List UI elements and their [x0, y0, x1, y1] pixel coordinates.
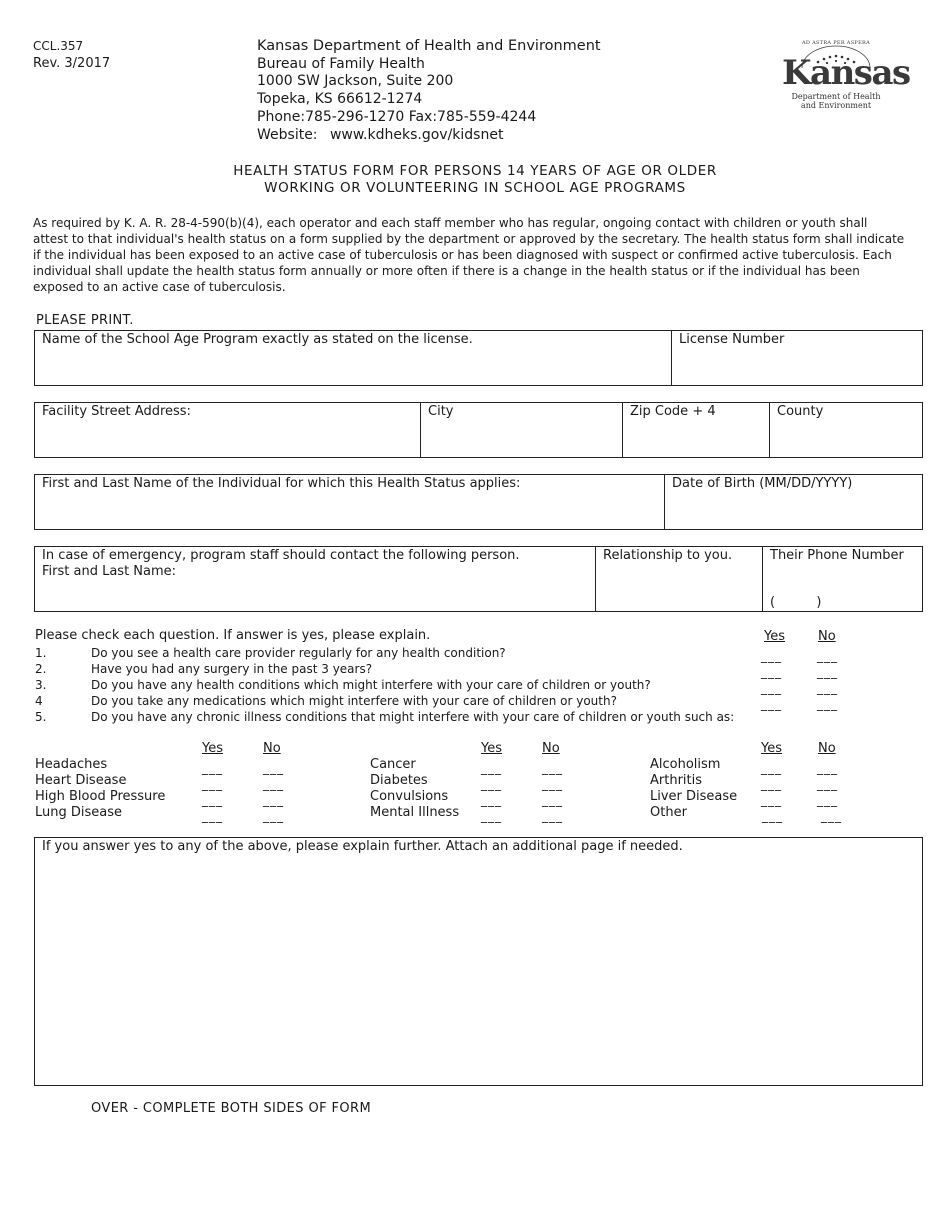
individual-row — [34, 474, 923, 530]
please-print-label: PLEASE PRINT. — [36, 313, 134, 328]
arthritis-yes[interactable]: ___ — [761, 777, 782, 791]
yes-header: Yes — [764, 629, 785, 644]
diabetes-yes[interactable]: ___ — [481, 777, 502, 791]
headaches-yes[interactable]: ___ — [202, 761, 223, 775]
condition-other: Other — [650, 805, 687, 820]
question-4-no[interactable]: ___ — [817, 697, 838, 711]
question-1-yes[interactable]: ___ — [761, 649, 782, 663]
col2-no-header: No — [542, 741, 560, 756]
agency-address-2: Topeka, KS 66612-1274 — [257, 91, 423, 107]
intro-line: individual shall update the health status form annually or more often if there is a change in the health status or if the individual has been — [33, 264, 860, 278]
emergency-contact-field[interactable] — [35, 547, 595, 611]
intro-line: exposed to an active case of tuberculosis. — [33, 280, 286, 294]
kdhe-logo — [780, 40, 910, 116]
question-4-text: Do you take any medications which might interfere with your care of children or youth? — [91, 694, 617, 708]
question-3-no[interactable]: ___ — [817, 681, 838, 695]
program-row — [34, 330, 923, 386]
diabetes-no[interactable]: ___ — [542, 777, 563, 791]
program-name-field[interactable] — [35, 331, 671, 385]
agency-bureau: Bureau of Family Health — [257, 56, 425, 72]
condition-diabetes: Diabetes — [370, 773, 428, 788]
question-5-num: 5. — [35, 710, 47, 724]
logo-sub-2: and Environment — [800, 101, 872, 110]
condition-lung-disease: Lung Disease — [35, 805, 123, 820]
logo-motto: AD ASTRA PER ASPERA — [801, 40, 871, 46]
question-1-no[interactable]: ___ — [817, 649, 838, 663]
emergency-contact-label: In case of emergency, program staff should contact the following person. — [42, 548, 520, 563]
question-2-text: Have you had any surgery in the past 3 years? — [91, 662, 373, 676]
address-row — [34, 402, 923, 458]
condition-alcoholism: Alcoholism — [650, 757, 721, 772]
their-phone-label: Their Phone Number — [770, 548, 904, 563]
logo-wordmark: Kansas — [782, 53, 910, 93]
emergency-name-label: First and Last Name: — [42, 564, 177, 579]
city-field[interactable] — [420, 403, 622, 457]
alcoholism-no[interactable]: ___ — [817, 761, 838, 775]
col3-yes-header: Yes — [761, 741, 782, 756]
agency-name: Kansas Department of Health and Environment — [257, 38, 601, 54]
condition-liver-disease: Liver Disease — [650, 789, 738, 804]
agency-address-1: 1000 SW Jackson, Suite 200 — [257, 73, 454, 89]
question-4-num: 4 — [35, 694, 43, 708]
questions-intro: Please check each question. If answer is yes, please explain. — [35, 628, 431, 643]
headaches-no[interactable]: ___ — [263, 761, 284, 775]
explanation-textarea[interactable] — [34, 837, 923, 1086]
condition-convulsions: Convulsions — [370, 789, 449, 804]
question-2-yes[interactable]: ___ — [761, 665, 782, 679]
question-5-text: Do you have any chronic illness conditions that might interfere with your care of children or youth such as: — [91, 710, 735, 724]
license-number-label: License Number — [679, 332, 785, 347]
form-revision: Rev. 3/2017 — [33, 56, 111, 71]
cancer-no[interactable]: ___ — [542, 761, 563, 775]
county-label: County — [777, 404, 824, 419]
question-3-text: Do you have any health conditions which might interfere with your care of children or youth? — [91, 678, 651, 692]
dob-field[interactable] — [664, 475, 922, 529]
condition-high-blood-pressure: High Blood Pressure — [35, 789, 166, 804]
zip-label: Zip Code + 4 — [630, 404, 716, 419]
lung-disease-no[interactable]: ___ — [263, 809, 284, 823]
other-yes[interactable]: ___ — [762, 809, 783, 823]
col1-no-header: No — [263, 741, 281, 756]
explanation-label: If you answer yes to any of the above, please explain further. Attach an additional page if needed. — [42, 839, 683, 854]
website-label: Website: — [257, 127, 318, 143]
condition-headaches: Headaches — [35, 757, 108, 772]
question-3-num: 3. — [35, 678, 47, 692]
zip-field[interactable] — [622, 403, 769, 457]
question-4-yes[interactable]: ___ — [761, 697, 782, 711]
intro-line: As required by K. A. R. 28-4-590(b)(4), each operator and each staff member who has regular, ongoing contact with children or youth shall — [33, 216, 868, 230]
street-address-field[interactable] — [35, 403, 420, 457]
condition-mental-illness: Mental Illness — [370, 805, 460, 820]
question-2-no[interactable]: ___ — [817, 665, 838, 679]
intro-line: attest to that individual's health status on a form supplied by the department or approved by the secretary. The health status form shall indicate — [33, 232, 905, 246]
convulsions-no[interactable]: ___ — [542, 793, 563, 807]
high-blood-pressure-no[interactable]: ___ — [263, 793, 284, 807]
intro-paragraph — [33, 215, 918, 295]
dob-label: Date of Birth (MM/DD/YYYY) — [672, 476, 853, 491]
question-1-text: Do you see a health care provider regularly for any health condition? — [91, 646, 506, 660]
high-blood-pressure-yes[interactable]: ___ — [202, 793, 223, 807]
form-id: CCL.357 — [33, 39, 84, 53]
intro-line: if the individual has been exposed to an active case of tuberculosis or has been diagnosed with suspect or confirmed active tuberculosis. Each — [33, 248, 892, 262]
liver-disease-yes[interactable]: ___ — [761, 793, 782, 807]
form-title-line-2: WORKING OR VOLUNTEERING IN SCHOOL AGE PROGRAMS — [264, 180, 686, 196]
no-header: No — [818, 629, 836, 644]
question-2-num: 2. — [35, 662, 47, 676]
heart-disease-no[interactable]: ___ — [263, 777, 284, 791]
alcoholism-yes[interactable]: ___ — [761, 761, 782, 775]
heart-disease-yes[interactable]: ___ — [202, 777, 223, 791]
county-field[interactable] — [769, 403, 922, 457]
website-link[interactable]: www.kdheks.gov/kidsnet — [329, 127, 504, 143]
their-phone-field[interactable] — [762, 547, 922, 611]
arthritis-no[interactable]: ___ — [817, 777, 838, 791]
col2-yes-header: Yes — [481, 741, 502, 756]
mental-illness-yes[interactable]: ___ — [481, 809, 502, 823]
agency-website-row — [257, 126, 503, 144]
condition-heart-disease: Heart Disease — [35, 773, 127, 788]
condition-cancer: Cancer — [370, 757, 416, 772]
phone-area-code: ( ) — [770, 595, 822, 610]
individual-name-label: First and Last Name of the Individual for which this Health Status applies: — [42, 476, 521, 491]
question-3-yes[interactable]: ___ — [761, 681, 782, 695]
emergency-row — [34, 546, 923, 612]
footer-note: OVER - COMPLETE BOTH SIDES OF FORM — [91, 1101, 372, 1116]
street-address-label: Facility Street Address: — [42, 404, 191, 419]
convulsions-yes[interactable]: ___ — [481, 793, 502, 807]
logo-sub-1: Department of Health — [791, 92, 881, 101]
liver-disease-no[interactable]: ___ — [817, 793, 838, 807]
relationship-field[interactable] — [595, 547, 762, 611]
agency-phone-fax: Phone:785-296-1270 Fax:785-559-4244 — [257, 109, 537, 125]
city-label: City — [428, 404, 454, 419]
license-number-field[interactable] — [671, 331, 922, 385]
form-title-line-1: HEALTH STATUS FORM FOR PERSONS 14 YEARS OF AGE OR OLDER — [233, 163, 717, 179]
condition-arthritis: Arthritis — [650, 773, 703, 788]
relationship-label: Relationship to you. — [603, 548, 733, 563]
col3-no-header: No — [818, 741, 836, 756]
col1-yes-header: Yes — [202, 741, 223, 756]
individual-name-field[interactable] — [35, 475, 664, 529]
cancer-yes[interactable]: ___ — [481, 761, 502, 775]
mental-illness-no[interactable]: ___ — [542, 809, 563, 823]
program-name-label: Name of the School Age Program exactly as stated on the license. — [42, 332, 473, 347]
lung-disease-yes[interactable]: ___ — [202, 809, 223, 823]
question-1-num: 1. — [35, 646, 47, 660]
other-no[interactable]: ___ — [821, 809, 842, 823]
